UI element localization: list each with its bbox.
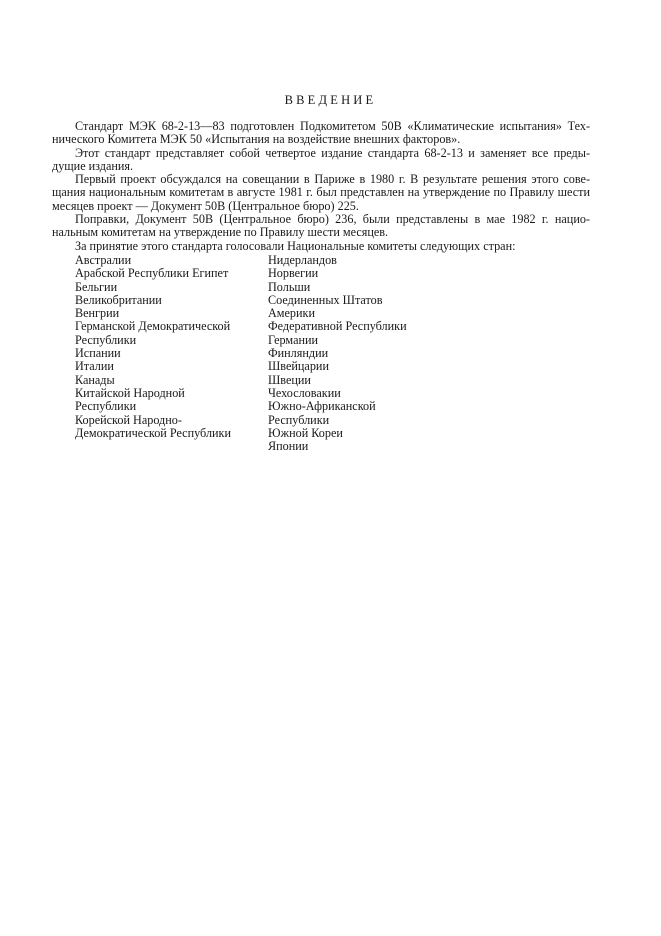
- country-entry: Венгрии: [75, 306, 120, 321]
- country-entry: Нидерландов: [268, 253, 337, 267]
- country-entry: Канады: [75, 372, 115, 387]
- introduction-body: [52, 120, 590, 253]
- country-entry: Южной Кореи: [268, 425, 343, 440]
- country-entry: Японии: [268, 439, 309, 454]
- paragraph-line: щания национальным комитетам в августе 1981 г. был представлен на утверждение по Правилу шести: [52, 185, 590, 200]
- country-entry: Германской Демократической: [75, 319, 231, 334]
- paragraph-line: Стандарт МЭК 68-2-13—83 подготовлен Подкомитетом 50В «Климатические испытания» Тех-: [75, 119, 590, 133]
- country-entry: Америки: [268, 306, 315, 321]
- country-entry: Соединенных Штатов: [268, 292, 383, 307]
- country-entry: Республики: [75, 399, 137, 414]
- paragraph-first-draft: [52, 173, 590, 213]
- country-entry: Германии: [268, 332, 319, 347]
- paragraph-line: нальным комитетам на утверждение по Правилу шести месяцев.: [52, 225, 389, 240]
- country-entry: Австралии: [75, 253, 132, 267]
- paragraph-amendments: [52, 213, 590, 240]
- paragraph-standard-origin: [52, 120, 590, 147]
- countries-right-column: [268, 254, 407, 453]
- country-entry: Южно-Африканской: [268, 399, 376, 414]
- paragraph-line: Этот стандарт представляет собой четвертое издание стандарта 68-2-13 и заменяет все преды-: [75, 145, 590, 160]
- paragraph-line: месяцев проект — Документ 50В (Центральное бюро) 225.: [52, 198, 359, 213]
- country-entry: Демократической Республики: [75, 425, 231, 440]
- country-entry: Федеративной Республики: [268, 319, 407, 334]
- countries-left-column: [75, 254, 231, 440]
- country-entry: Швеции: [268, 372, 311, 387]
- paragraph-voting: [52, 240, 590, 253]
- country-entry: Корейской Народно-: [75, 412, 182, 427]
- paragraph-line: нического Комитета МЭК 50 «Испытания на воздействие внешних факторов».: [52, 132, 461, 147]
- paragraph-line: За принятие этого стандарта голосовали Национальные комитеты следующих стран:: [75, 238, 516, 253]
- country-entry: Китайской Народной: [75, 385, 185, 400]
- country-entry: Италии: [75, 359, 114, 374]
- country-entry: Чехословакии: [268, 385, 341, 400]
- country-entry: Бельгии: [75, 279, 118, 294]
- paragraph-line: Первый проект обсуждался на совещании в Париже в 1980 г. В результате решения этого сове-: [75, 172, 590, 187]
- country-entry: Республики: [75, 332, 137, 347]
- country-entry: Великобритании: [75, 292, 162, 307]
- page-title: ВВЕДЕНИЕ: [284, 93, 377, 107]
- paragraph-edition: [52, 147, 590, 174]
- paragraph-line: дущие издания.: [52, 158, 134, 173]
- country-entry: Республики: [268, 412, 330, 427]
- country-entry: Польши: [268, 279, 311, 294]
- paragraph-line: Поправки, Документ 50В (Центральное бюро) 236, были представлены в мае 1982 г. нацио-: [75, 212, 590, 227]
- country-entry: Испании: [75, 346, 121, 361]
- country-entry: Норвегии: [268, 266, 319, 281]
- country-entry: Арабской Республики Египет: [75, 266, 229, 281]
- country-entry: Финляндии: [268, 346, 329, 361]
- country-entry: Швейцарии: [268, 359, 329, 374]
